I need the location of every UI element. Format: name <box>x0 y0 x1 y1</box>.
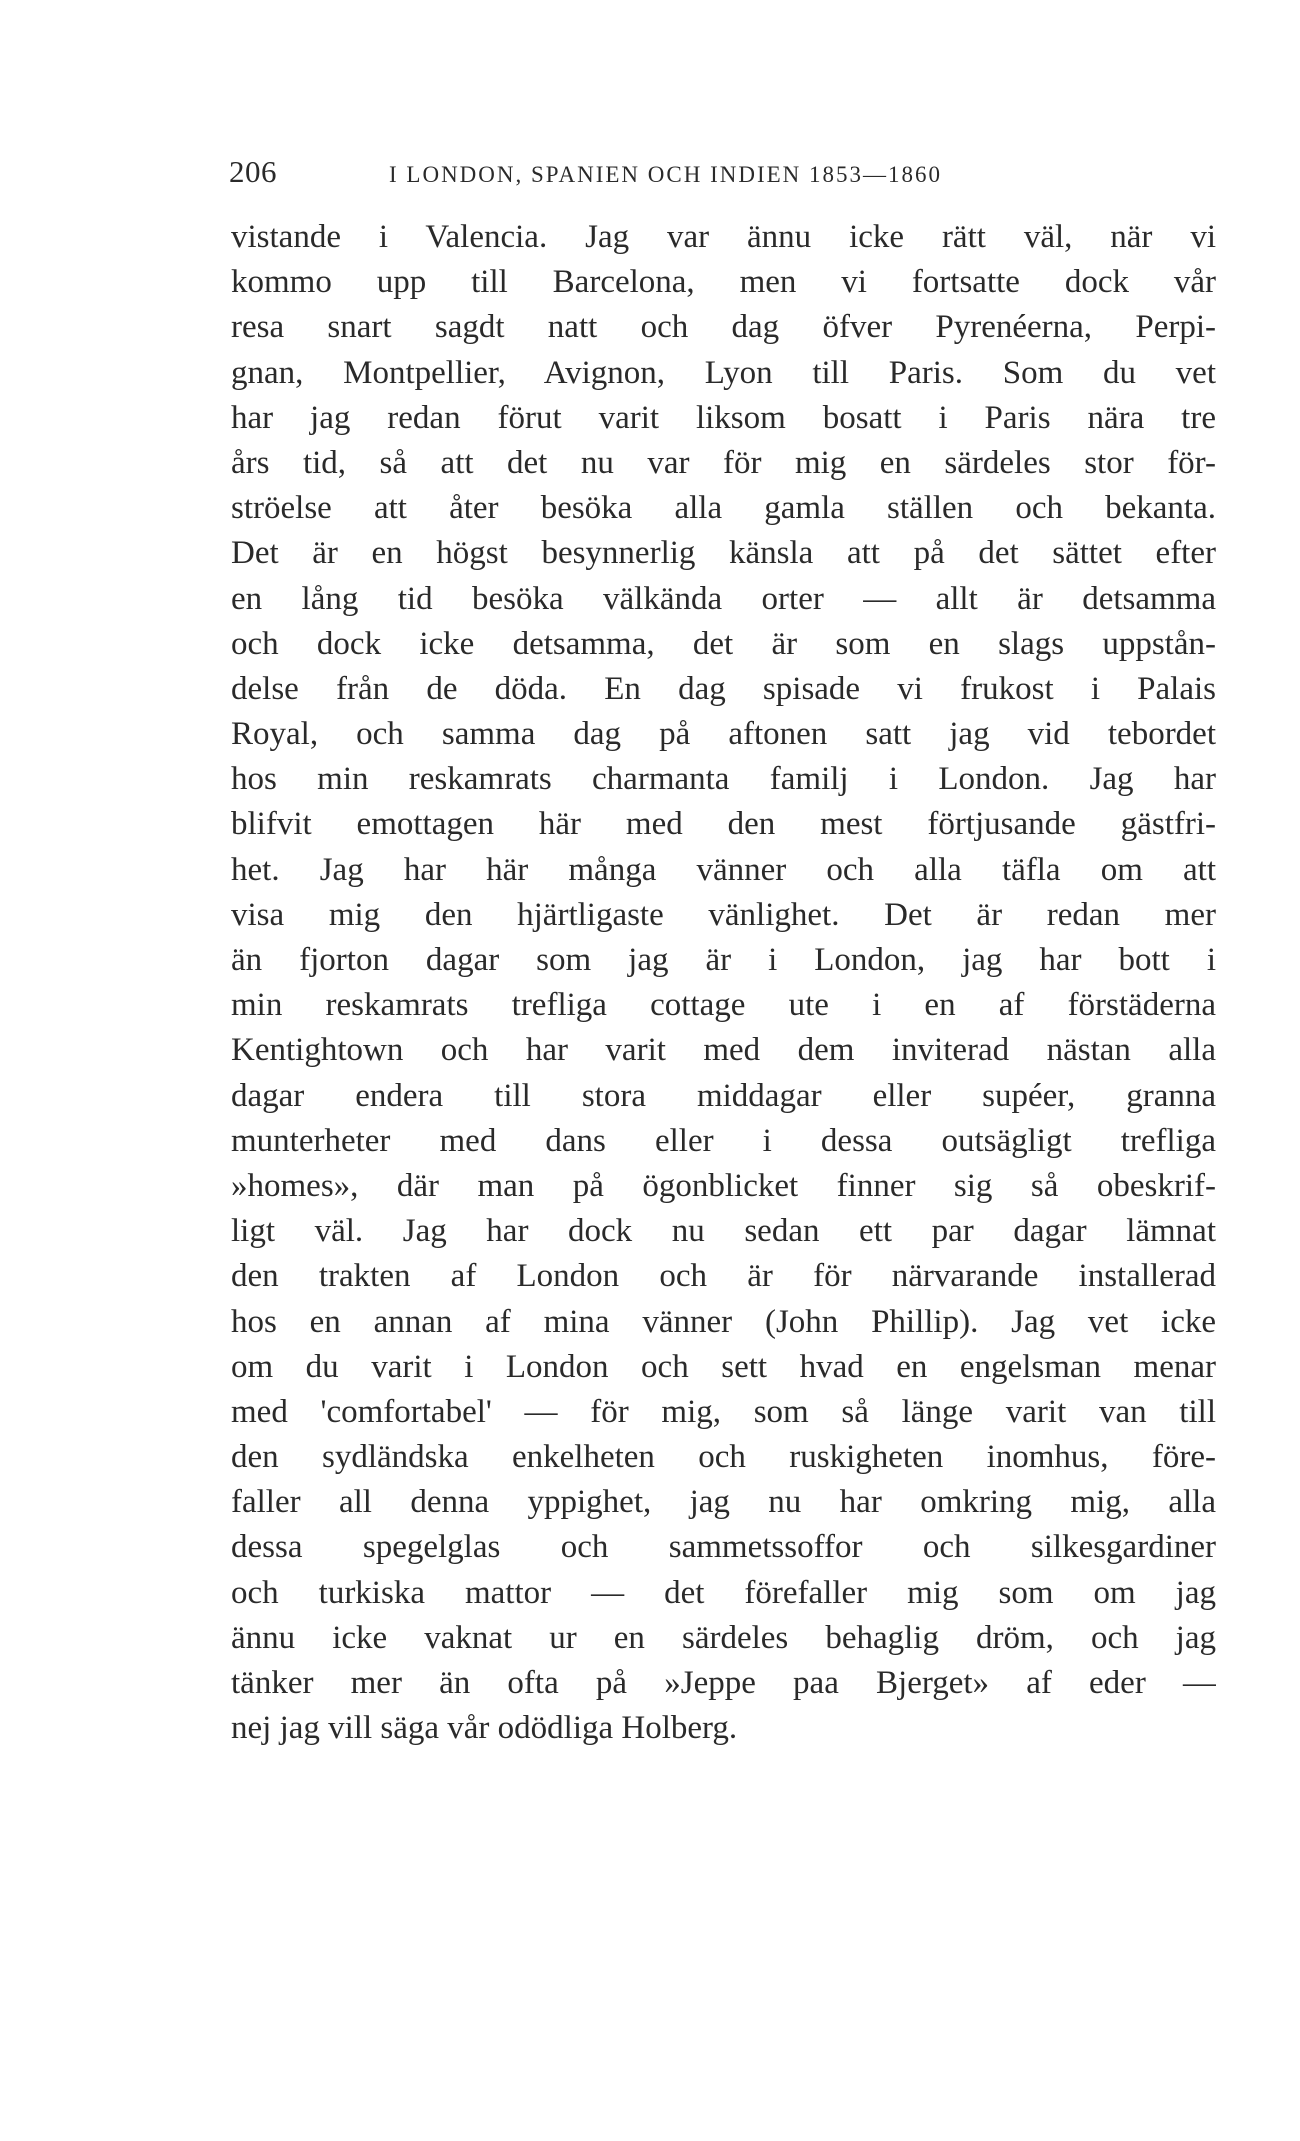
text-line: visa mig den hjärtligaste vänlighet. Det är redan mer <box>231 896 1216 933</box>
text-line: har jag redan förut varit liksom bosatt i Paris nära tre <box>231 399 1216 436</box>
text-line: dagar endera till stora middagar eller supéer, granna <box>231 1077 1216 1114</box>
text-line: het. Jag har här många vänner och alla täfla om att <box>231 851 1216 888</box>
text-line: Royal, och samma dag på aftonen satt jag vid tebordet <box>231 716 1216 753</box>
text-line: tänker mer än ofta på »Jeppe paa Bjerget» af eder — <box>231 1665 1216 1701</box>
text-line: med 'comfortabel' — för mig, som så länge varit van till <box>231 1393 1216 1430</box>
text-line: min reskamrats trefliga cottage ute i en af förstäderna <box>231 987 1216 1024</box>
text-line: ännu icke vaknat ur en särdeles behaglig dröm, och jag <box>231 1619 1216 1656</box>
text-line: Kentightown och har varit med dem inviterad nästan alla <box>231 1032 1216 1069</box>
running-title: I LONDON, SPANIEN OCH INDIEN 1853—1860 <box>389 162 943 187</box>
text-line: »homes», där man på ögonblicket finner sig så obeskrif- <box>231 1167 1216 1204</box>
text-line: resa snart sagdt natt och dag öfver Pyrenéerna, Perpi- <box>231 309 1216 346</box>
text-line: kommo upp till Barcelona, men vi fortsatte dock vår <box>231 264 1216 301</box>
page-number: 206 <box>229 154 277 189</box>
body-text <box>231 215 1216 1751</box>
text-line: Det är en högst besynnerlig känsla att på det sättet efter <box>231 535 1216 572</box>
text-line: faller all denna yppighet, jag nu har omkring mig, alla <box>231 1484 1216 1521</box>
text-line: hos min reskamrats charmanta familj i London. Jag har <box>231 761 1216 798</box>
text-line: gnan, Montpellier, Avignon, Lyon till Paris. Som du vet <box>231 354 1216 391</box>
text-line: hos en annan af mina vänner (John Phillip). Jag vet icke <box>231 1303 1216 1340</box>
text-line: delse från de döda. En dag spisade vi frukost i Palais <box>231 670 1216 707</box>
text-line: en lång tid besöka välkända orter — allt är detsamma <box>231 580 1216 617</box>
text-line: ströelse att åter besöka alla gamla ställen och bekanta. <box>231 490 1216 527</box>
text-line: dessa spegelglas och sammetssoffor och silkesgardiner <box>231 1529 1216 1566</box>
text-line: ligt väl. Jag har dock nu sedan ett par dagar lämnat <box>231 1213 1216 1250</box>
running-head <box>229 154 1069 194</box>
text-line: den sydländska enkelheten och ruskigheten inomhus, före- <box>231 1439 1216 1476</box>
text-line: om du varit i London och sett hvad en engelsman menar <box>231 1348 1216 1385</box>
text-line: än fjorton dagar som jag är i London, jag har bott i <box>231 942 1216 978</box>
text-line: och dock icke detsamma, det är som en slags uppstån- <box>231 625 1216 662</box>
text-line: munterheter med dans eller i dessa outsägligt trefliga <box>231 1122 1216 1159</box>
text-line: nej jag vill säga vår odödliga Holberg. <box>231 1710 738 1747</box>
text-line: blifvit emottagen här med den mest förtjusande gästfri- <box>231 806 1216 843</box>
text-line: den trakten af London och är för närvarande installerad <box>231 1258 1216 1295</box>
text-line: års tid, så att det nu var för mig en särdeles stor för- <box>231 444 1216 481</box>
text-line: och turkiska mattor — det förefaller mig som om jag <box>231 1574 1216 1611</box>
text-line: vistande i Valencia. Jag var ännu icke rätt väl, när vi <box>231 219 1216 255</box>
